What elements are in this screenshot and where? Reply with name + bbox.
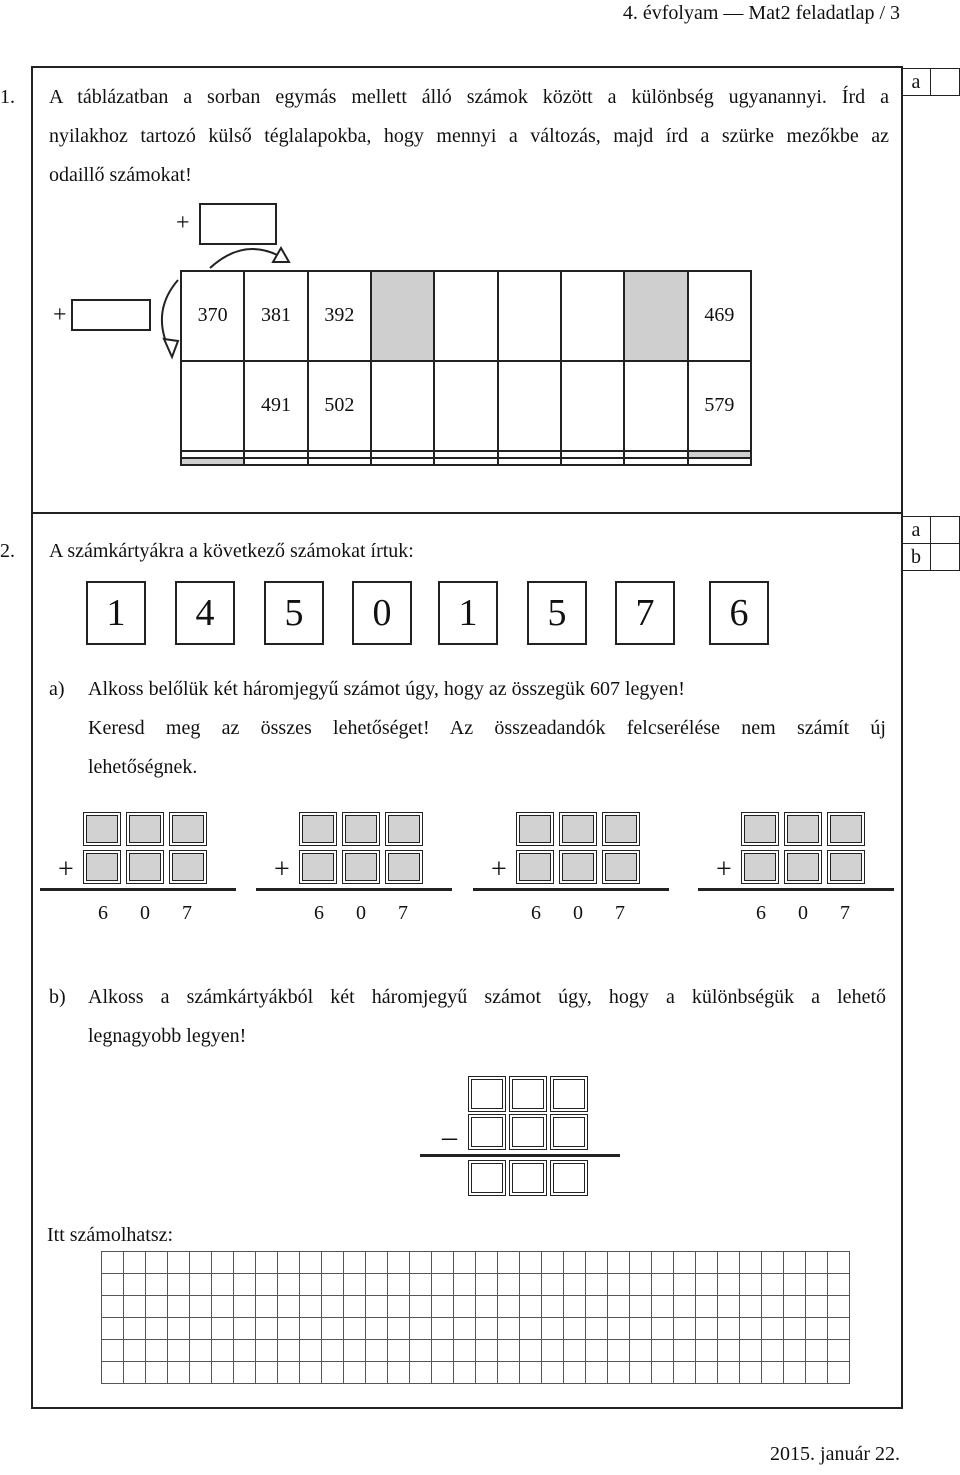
task1-score-box (901, 68, 960, 96)
task1-text-line2: nyilakhoz tartozó külső téglalapokba, hogy mennyi a változás, majd írd a szürke mezőkbe az (49, 125, 889, 147)
task2-intro: A számkártyákra a következő számokat írtuk: (49, 540, 414, 562)
minuend-digit-1[interactable] (468, 1076, 506, 1112)
grid-cell: 381 (244, 271, 307, 361)
task2-score-box (901, 516, 960, 571)
grid-cell[interactable] (498, 271, 561, 361)
task2b-label: b) (49, 986, 66, 1008)
grid-row (181, 458, 751, 465)
addend2-digit[interactable] (827, 850, 865, 884)
addend2-digit[interactable] (559, 850, 597, 884)
sum-digit: 0 (573, 902, 583, 924)
task1-text-line3: odaillő számokat! (49, 164, 192, 186)
grid-cell[interactable] (308, 451, 371, 458)
score-label-a: a (902, 69, 931, 96)
subtrahend-digit-2[interactable] (509, 1114, 547, 1150)
grid-cell[interactable] (498, 451, 561, 458)
grid-cell[interactable] (561, 361, 624, 451)
grid-cell[interactable] (561, 458, 624, 465)
grid-cell: 469 (688, 271, 751, 361)
score-label-a: a (902, 517, 931, 544)
plus-sign: + (716, 854, 732, 885)
addend1-digit[interactable] (299, 812, 337, 846)
sum-digit: 6 (314, 902, 324, 924)
plus-sign: + (491, 854, 507, 885)
number-grid (180, 270, 752, 466)
addend2-digit[interactable] (784, 850, 822, 884)
number-card: 4 (175, 581, 235, 645)
grid-cell[interactable] (181, 458, 244, 465)
addend1-digit[interactable] (342, 812, 380, 846)
grid-cell[interactable] (498, 361, 561, 451)
scratch-grid[interactable] (101, 1251, 850, 1384)
score-field-b[interactable] (931, 544, 960, 571)
sum-line (256, 888, 452, 891)
grid-cell[interactable] (181, 451, 244, 458)
minuend-digit-2[interactable] (509, 1076, 547, 1112)
grid-cell[interactable] (434, 458, 497, 465)
addend1-digit[interactable] (602, 812, 640, 846)
sum-digit: 7 (615, 902, 625, 924)
grid-row (181, 451, 751, 458)
grid-cell[interactable] (371, 451, 434, 458)
grid-cell: 392 (308, 271, 371, 361)
difference-digit-1[interactable] (468, 1160, 506, 1196)
addend2-digit[interactable] (126, 850, 164, 884)
plus-top: + (176, 210, 190, 236)
addend2-digit[interactable] (385, 850, 423, 884)
number-card: 7 (615, 581, 675, 645)
subtraction-exercise (420, 1072, 630, 1202)
addend1-digit[interactable] (784, 812, 822, 846)
sum-line (40, 888, 236, 891)
task2a-line3: lehetőségnek. (88, 756, 198, 778)
task1-number: 1. (0, 86, 15, 108)
sum-digit: 6 (756, 902, 766, 924)
minus-sign: – (442, 1120, 457, 1153)
grid-cell: 491 (244, 361, 307, 451)
sum-digit: 6 (531, 902, 541, 924)
task2a-line2: Keresd meg az összes lehetőséget! Az összeadandók felcserélése nem számít új (88, 717, 886, 739)
grid-cell[interactable] (624, 458, 687, 465)
sum-digit: 6 (98, 902, 108, 924)
addition-exercise (698, 812, 898, 932)
grid-cell: 370 (181, 271, 244, 361)
addend2-digit[interactable] (299, 850, 337, 884)
grid-cell[interactable] (624, 271, 687, 361)
addition-exercise (40, 812, 240, 932)
grid-row (181, 361, 751, 451)
arrow-right-curve-icon (205, 238, 295, 274)
grid-cell: 502 (308, 361, 371, 451)
grid-cell[interactable] (688, 451, 751, 458)
grid-cell[interactable] (688, 458, 751, 465)
addend1-digit[interactable] (741, 812, 779, 846)
addend1-digit[interactable] (827, 812, 865, 846)
page-footer-date: 2015. január 22. (770, 1443, 900, 1465)
grid-cell[interactable] (308, 458, 371, 465)
difference-digit-3[interactable] (550, 1160, 588, 1196)
number-card: 5 (527, 581, 587, 645)
sum-digit: 7 (398, 902, 408, 924)
scratch-label: Itt számolhatsz: (47, 1224, 174, 1246)
addend2-digit[interactable] (741, 850, 779, 884)
addend2-digit[interactable] (516, 850, 554, 884)
result-line (420, 1154, 620, 1157)
grid-cell[interactable] (181, 361, 244, 451)
addend1-digit[interactable] (169, 812, 207, 846)
addend2-digit[interactable] (169, 850, 207, 884)
addend1-digit[interactable] (83, 812, 121, 846)
number-card: 1 (438, 581, 498, 645)
grid-cell[interactable] (371, 458, 434, 465)
subtrahend-digit-1[interactable] (468, 1114, 506, 1150)
grid-cell[interactable] (244, 451, 307, 458)
addend1-digit[interactable] (559, 812, 597, 846)
minuend-digit-3[interactable] (550, 1076, 588, 1112)
grid-row (181, 271, 751, 361)
grid-cell[interactable] (434, 271, 497, 361)
plus-left: + (53, 302, 67, 328)
addend1-digit[interactable] (516, 812, 554, 846)
grid-cell[interactable] (498, 458, 561, 465)
grid-cell[interactable] (434, 361, 497, 451)
subtrahend-digit-3[interactable] (550, 1114, 588, 1150)
number-card: 5 (264, 581, 324, 645)
score-label-b: b (902, 544, 931, 571)
score-field-a[interactable] (931, 69, 960, 96)
task2a-label: a) (49, 678, 65, 700)
addend2-digit[interactable] (83, 850, 121, 884)
plus-sign: + (58, 854, 74, 885)
addend2-digit[interactable] (602, 850, 640, 884)
addition-exercise (256, 812, 456, 932)
grid-cell[interactable] (371, 271, 434, 361)
addend1-digit[interactable] (385, 812, 423, 846)
task2-number: 2. (0, 540, 15, 562)
number-card: 0 (352, 581, 412, 645)
grid-cell[interactable] (624, 361, 687, 451)
grid-cell[interactable] (244, 458, 307, 465)
sum-digit: 7 (840, 902, 850, 924)
addend1-digit[interactable] (126, 812, 164, 846)
grid-cell[interactable] (561, 451, 624, 458)
sum-digit: 0 (140, 902, 150, 924)
sum-digit: 0 (798, 902, 808, 924)
grid-cell: 579 (688, 361, 751, 451)
task1-text-line1: A táblázatban a sorban egymás mellett álló számok között a különbség ugyanannyi. Írd a (49, 86, 889, 108)
plus-sign: + (274, 854, 290, 885)
grid-cell[interactable] (561, 271, 624, 361)
change-box-vertical[interactable] (71, 299, 151, 331)
number-card: 6 (709, 581, 769, 645)
sum-digit: 0 (356, 902, 366, 924)
sum-line (473, 888, 669, 891)
grid-cell[interactable] (434, 451, 497, 458)
sum-digit: 7 (182, 902, 192, 924)
difference-digit-2[interactable] (509, 1160, 547, 1196)
task2b-line1: Alkoss a számkártyákból két háromjegyű számot úgy, hogy a különbségük a lehető (88, 986, 886, 1008)
grid-cell[interactable] (624, 451, 687, 458)
addend2-digit[interactable] (342, 850, 380, 884)
task2a-line1: Alkoss belőlük két háromjegyű számot úgy, hogy az összegük 607 legyen! (88, 678, 685, 700)
addition-exercise (473, 812, 673, 932)
grid-cell[interactable] (371, 361, 434, 451)
sum-line (698, 888, 894, 891)
score-field-a[interactable] (931, 517, 960, 544)
number-card: 1 (86, 581, 146, 645)
task2b-line2: legnagyobb legyen! (88, 1025, 247, 1047)
page-header: 4. évfolyam — Mat2 feladatlap / 3 (622, 2, 900, 24)
